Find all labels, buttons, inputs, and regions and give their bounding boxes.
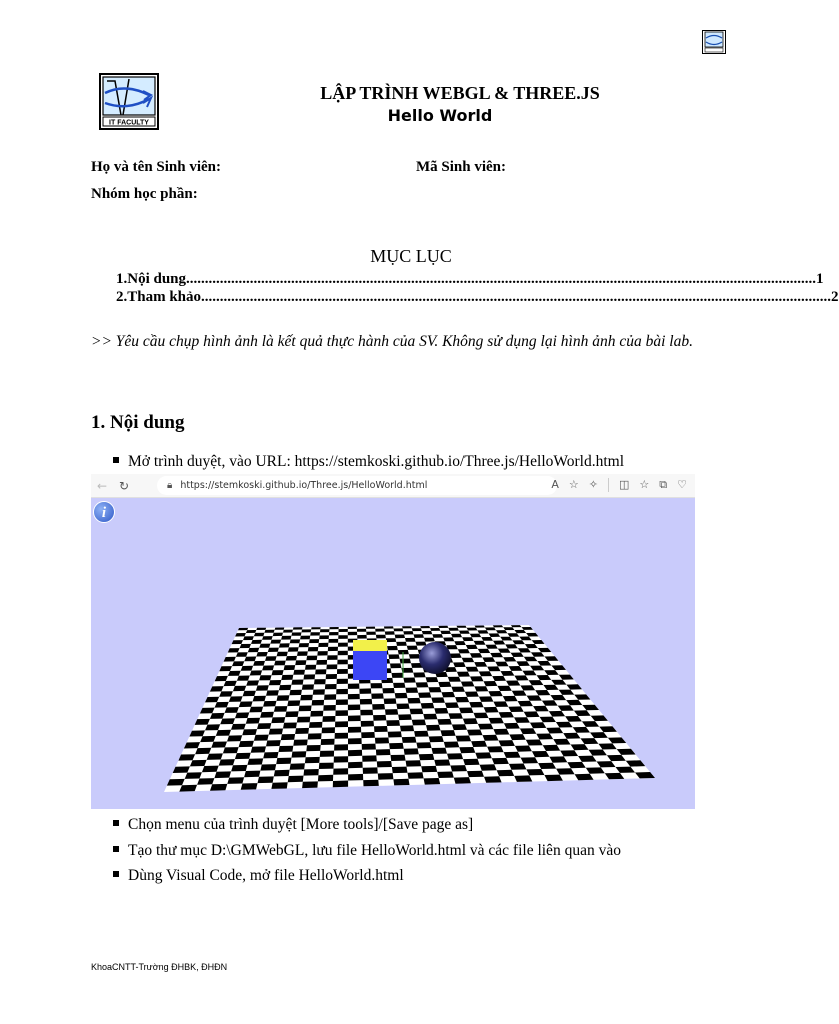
performance-icon[interactable]: ♡ bbox=[677, 478, 687, 491]
bullet-item bbox=[113, 842, 621, 860]
toc-item-title: Nội dung bbox=[127, 271, 187, 287]
student-id-label: Mã Sinh viên: bbox=[416, 159, 507, 175]
favorites-icon[interactable]: ☆ bbox=[639, 478, 650, 491]
bullet-square-icon bbox=[113, 457, 119, 463]
back-icon[interactable]: ← bbox=[96, 478, 108, 493]
bullet-item bbox=[113, 453, 624, 471]
toc-item[interactable] bbox=[116, 289, 839, 307]
bullet-text: Tạo thư mục D:\GMWebGL, lưu file HelloWorld.html và các file liên quan vào bbox=[128, 842, 621, 859]
svg-text:IT FACULTY: IT FACULTY bbox=[109, 119, 149, 127]
faculty-logo-small bbox=[702, 30, 726, 54]
favorite-icon[interactable]: ☆ bbox=[568, 478, 579, 491]
read-aloud-icon[interactable]: A bbox=[551, 478, 559, 491]
section-heading: 1. Nội dung bbox=[91, 412, 185, 433]
toc-leader-dots: ........................................................................................................................................................................ bbox=[201, 289, 832, 305]
extensions-icon[interactable]: ✧ bbox=[588, 478, 598, 491]
split-screen-icon[interactable]: ◫ bbox=[618, 478, 630, 491]
bullet-square-icon bbox=[113, 846, 119, 852]
document-title: LẬP TRÌNH WEBGL & THREE.JS bbox=[320, 83, 600, 103]
toolbar-divider bbox=[608, 478, 609, 492]
toc-item-number: 2. bbox=[116, 289, 128, 305]
collections-icon[interactable]: ⧉ bbox=[659, 478, 668, 491]
bullet-text: Mở trình duyệt, vào URL: https://stemkoski.github.io/Three.js/HelloWorld.html bbox=[128, 453, 625, 470]
checkered-floor bbox=[164, 625, 655, 792]
bullet-item bbox=[113, 867, 404, 885]
bullet-square-icon bbox=[113, 820, 119, 826]
sphere bbox=[419, 642, 451, 674]
document-subtitle: Hello World bbox=[387, 106, 493, 125]
address-bar[interactable] bbox=[157, 476, 557, 495]
instruction-note: >> Yêu cầu chụp hình ảnh là kết quả thực hành của SV. Không sử dụng lại hình ảnh của bài lab. bbox=[91, 333, 693, 350]
toc-heading: MỤC LỤC bbox=[370, 246, 452, 266]
bullet-item bbox=[113, 816, 473, 834]
toc-item-page: 1 bbox=[816, 271, 824, 287]
group-label: Nhóm học phần: bbox=[91, 186, 198, 202]
faculty-logo bbox=[99, 73, 159, 130]
refresh-icon[interactable]: ↻ bbox=[118, 478, 130, 493]
bullet-text: Dùng Visual Code, mở file HelloWorld.html bbox=[128, 867, 404, 884]
toc-item-title: Tham khảo bbox=[127, 289, 202, 305]
toc-leader-dots: ........................................................................................................................................................................ bbox=[186, 271, 817, 287]
toc-item-page: 2 bbox=[831, 289, 839, 305]
info-icon[interactable]: i bbox=[93, 501, 115, 523]
bullet-square-icon bbox=[113, 871, 119, 877]
cube bbox=[353, 640, 387, 680]
address-bar-url: https://stemkoski.github.io/Three.js/HelloWorld.html bbox=[180, 480, 428, 491]
browser-toolbar bbox=[91, 474, 695, 498]
threejs-scene bbox=[91, 474, 695, 809]
student-name-label: Họ và tên Sinh viên: bbox=[91, 159, 222, 175]
lock-icon: 🔒︎ bbox=[167, 480, 173, 491]
bullet-text: Chọn menu của trình duyệt [More tools]/[Save page as] bbox=[128, 816, 474, 833]
browser-screenshot bbox=[91, 474, 695, 809]
toc-item[interactable] bbox=[116, 271, 824, 289]
page-footer: KhoaCNTT-Trường ĐHBK, ĐHĐN bbox=[91, 962, 228, 972]
toc-item-number: 1. bbox=[116, 271, 128, 287]
